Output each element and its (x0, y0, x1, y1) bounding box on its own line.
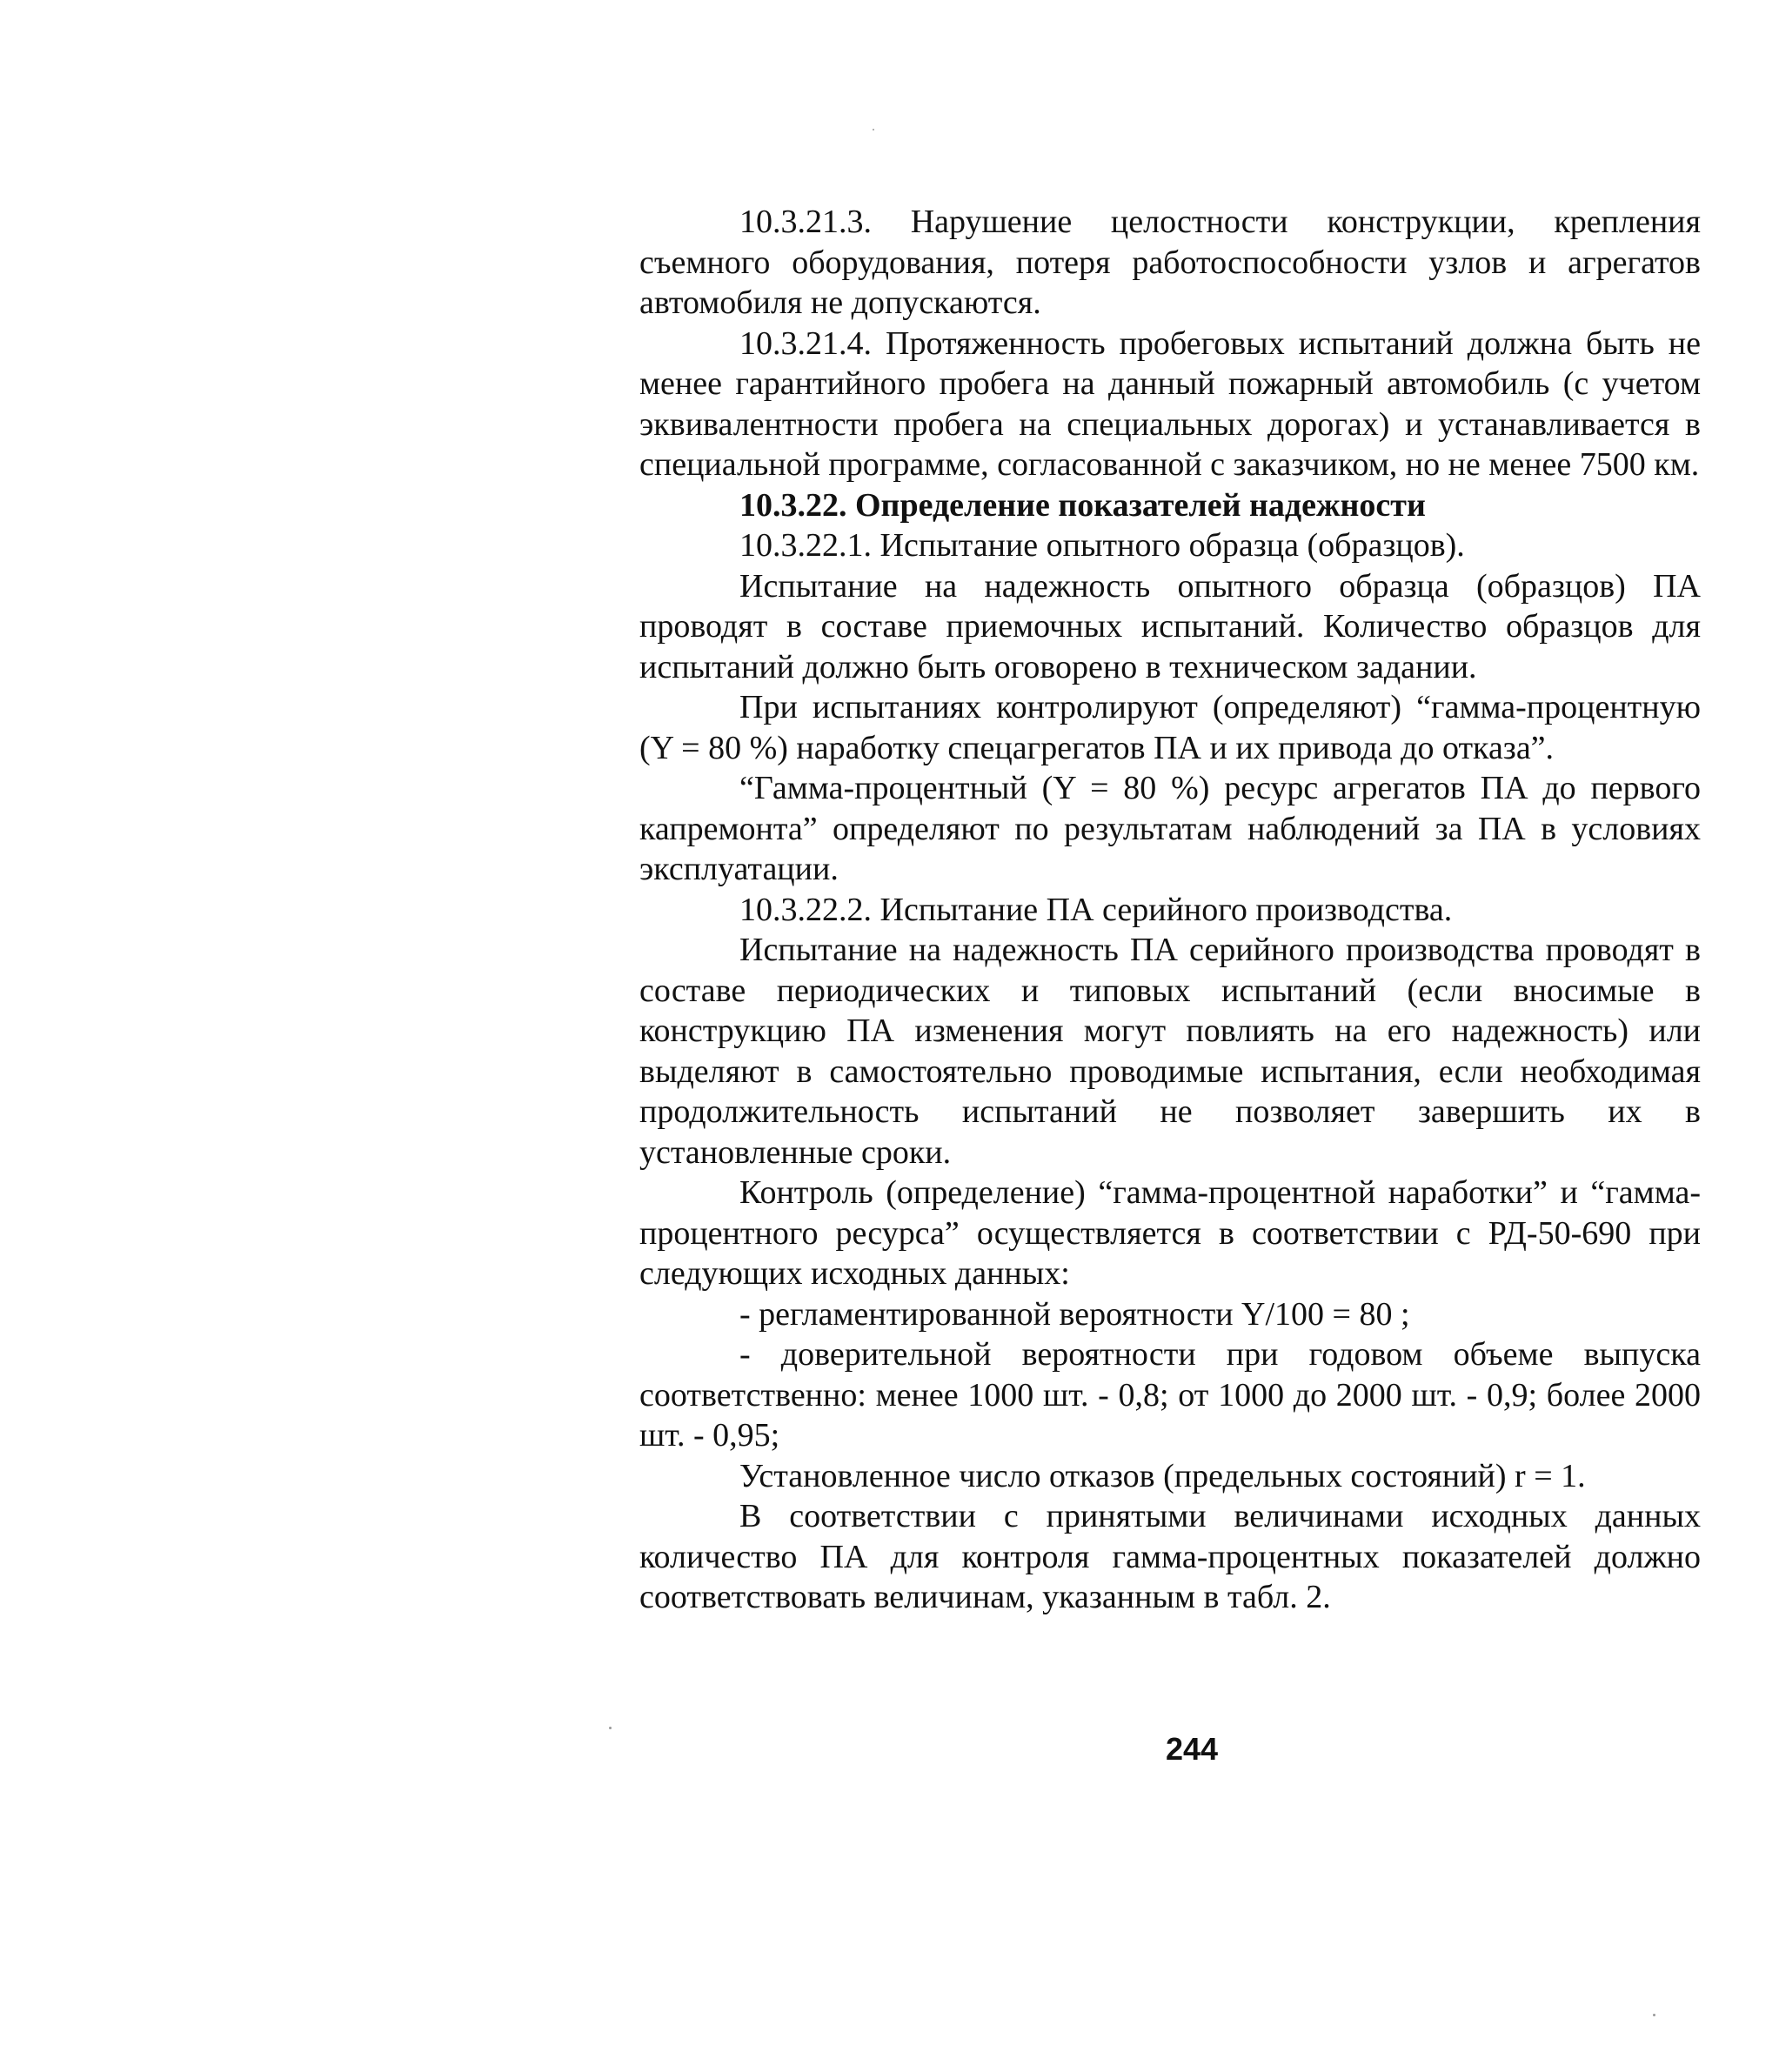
paragraph-gamma-resource: “Гамма-процентный (Y = 80 %) ресурс агрегатов ПА до первого капремонта” определяют по результатам наблюдений за ПА в условиях эксплуатации. (639, 770, 1701, 887)
paragraph-gamma-operating-time: При испытаниях контролируют (определяют) “гамма-процентную (Y = 80 %) наработку спецагрегатов ПА и их привода до отказа”. (639, 689, 1701, 766)
paragraph-failure-count: Установленное число отказов (предельных состояний) r = 1. (739, 1457, 1586, 1494)
scan-speck (609, 1727, 612, 1729)
scan-speck (1653, 2014, 1655, 2016)
paragraph-10-3-21-3: 10.3.21.3. Нарушение целостности конструкции, крепления съемного оборудования, потеря работоспособности узлов и агрегатов автомобиля не допускаются. (639, 204, 1701, 321)
scan-speck (873, 129, 874, 130)
paragraph-prototype-testing: Испытание на надежность опытного образца (образцов) ПА проводят в составе приемочных испытаний. Количество образцов для испытаний должно быть оговорено в техническом задании. (639, 567, 1701, 685)
page-number: 244 (1165, 1731, 1219, 1767)
list-item-confidence-probability: - доверительной вероятности при годовом объеме выпуска соответственно: менее 1000 шт. - 0,8; от 1000 до 2000 шт. - 0,9; более 2000 шт. - 0,95; (639, 1336, 1701, 1454)
paragraph-control-definition: Контроль (определение) “гамма-процентной наработки” и “гамма-процентного ресурса” осуществляется в соответствии с РД-50-690 при следующих исходных данных: (639, 1174, 1701, 1292)
paragraph-10-3-21-4: 10.3.21.4. Протяженность пробеговых испытаний должна быть не менее гарантийного пробега на данный пожарный автомобиль (с учетом эквивалентности пробега на специальных дорогах) и устанавливается в специальной программе, согласованной с заказчиком, но не менее 7500 км. (639, 324, 1701, 483)
paragraph-serial-testing: Испытание на надежность ПА серийного производства проводят в составе периодических и типовых испытаний (если вносимые в конструкцию ПА изменения могут повлиять на его надежность) или выделяют в самостоятельно проводимые испытания, если необходимая продолжительность испытаний не позволяет завершить их в установленные сроки. (639, 932, 1701, 1171)
paragraph-quantity-conclusion: В соответствии с принятыми величинами исходных данных количество ПА для контроля гамма-процентных показателей должно соответствовать величинам, указанным в табл. 2. (639, 1498, 1701, 1615)
paragraph-10-3-22-1: 10.3.22.1. Испытание опытного образца (образцов). (739, 527, 1465, 564)
list-item-regulated-probability: - регламентированной вероятности Y/100 = 80 ; (739, 1295, 1410, 1333)
paragraph-10-3-22-2: 10.3.22.2. Испытание ПА серийного производства. (739, 891, 1453, 928)
section-heading-10-3-22: 10.3.22. Определение показателей надежности (739, 486, 1426, 524)
body-text (639, 202, 1701, 1618)
